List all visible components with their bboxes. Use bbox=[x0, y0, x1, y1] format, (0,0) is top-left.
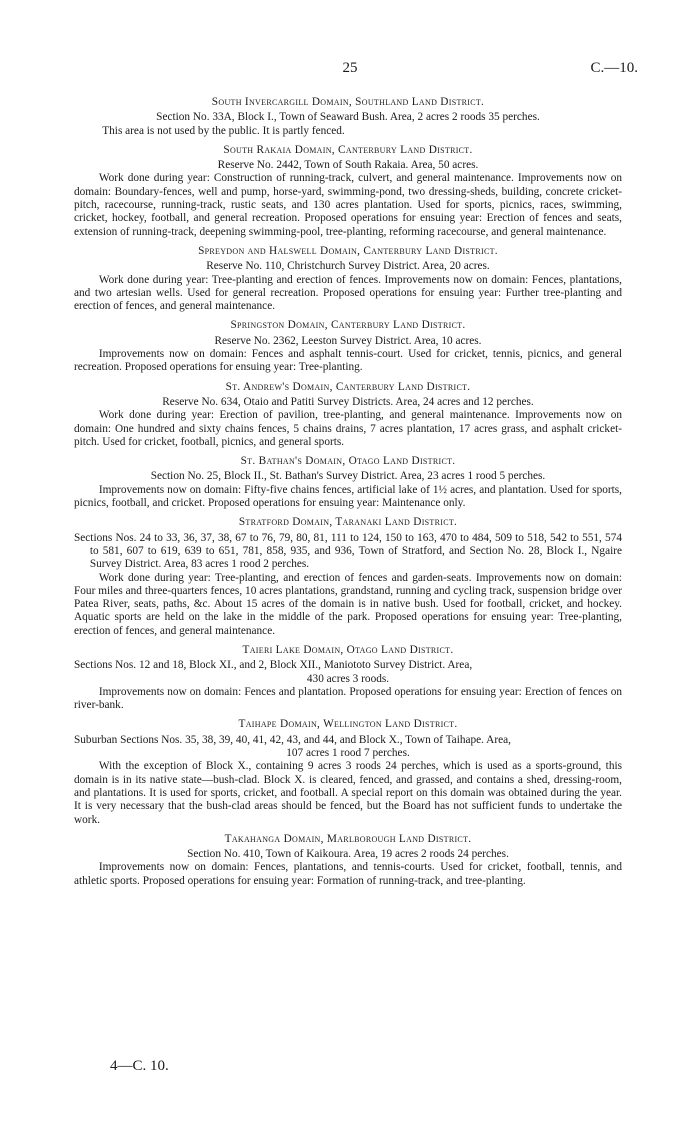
section-title: Springston Domain, Canterbury Land District. bbox=[230, 319, 466, 332]
section-paragraph: Improvements now on domain: Fences and plantation. Proposed operations for ensuing year: Erection of fences on river-bank. bbox=[74, 685, 622, 712]
page-header bbox=[0, 60, 700, 84]
section-title: St. Andrew's Domain, Canterbury Land District. bbox=[225, 380, 471, 393]
section-area-line: Section No. 25, Block II., St. Bathan's Survey District. Area, 23 acres 1 rood 5 perches. bbox=[150, 470, 546, 483]
section-area-continuation: 430 acres 3 roods. bbox=[306, 672, 390, 685]
section-area-line: Suburban Sections Nos. 35, 38, 39, 40, 41, 42, 43, and 44, and Block X., Town of Taihape. Area, bbox=[74, 733, 511, 746]
section-paragraph: This area is not used by the public. It is partly fenced. bbox=[102, 124, 345, 137]
section-area-line: Reserve No. 2442, Town of South Rakaia. Area, 50 acres. bbox=[217, 159, 479, 172]
document-reference: C.—10. bbox=[590, 60, 638, 76]
section-title: Taieri Lake Domain, Otago Land District. bbox=[242, 643, 454, 656]
section-area-line: Sections Nos. 24 to 33, 36, 37, 38, 67 to 76, 79, 80, 81, 111 to 124, 150 to 163, 470 to 484, 509 to 518, 542 to 551, 574 to 581, 607 to 619, 639 to 651, 781, 858, 935, and 936, Town of Stratford, and Section No. 28, Block I., Ngaire Survey District. Area, 83 acres 1 rood 2 perches. bbox=[74, 531, 622, 571]
section-paragraph: Work done during year: Construction of running-track, culvert, and general maintenance. Improvements now on domain: Boundary-fences, well and pump, horse-yard, swimming-pond, two dressing-sheds, building, concrete cricket-pitch, racecourse, running-track, rustic seats, and 130 acres plantation. Used for sports, picnics, races, swimming, cricket, hockey, football, and general recreation. Proposed operations for ensuing year: Erection of fences and seats, extension of running-track, deepening swimming-pool, tree-planting, reforming racecourse, and general maintenance. bbox=[74, 172, 622, 238]
section-paragraph: Improvements now on domain: Fifty-five chains fences, artificial lake of 1½ acres, and plantation. Used for sports, picnics, football, and cricket. Proposed operations for ensuing year: Maintenance only. bbox=[74, 483, 622, 510]
section-title: Taihape Domain, Wellington Land District. bbox=[238, 718, 458, 731]
section-area-line: Section No. 410, Town of Kaikoura. Area, 19 acres 2 roods 24 perches. bbox=[187, 848, 509, 861]
section-paragraph: With the exception of Block X., containing 9 acres 3 roods 24 perches, which is used as a sports-ground, this domain is in its native state—bush-clad. Block X. is cleared, fenced, and grassed, and contains a shed, dressing-room, and plantations. It is used for sports, cricket, and football. A special report on this domain was obtained during the year. It is very necessary that the bush-clad areas should be fenced, but the Board has not sufficient funds to undertake the work. bbox=[74, 760, 622, 826]
section-area-line: Reserve No. 110, Christchurch Survey District. Area, 20 acres. bbox=[206, 260, 490, 273]
signature-mark: 4—C. 10. bbox=[110, 1058, 169, 1074]
section-paragraph: Work done during year: Tree-planting and erection of fences. Improvements now on domain: Fences, plantations, and two artesian wells. Used for general recreation. Proposed operations for ensuing year: Further tree-planting and erection of fences, and general maintenance. bbox=[74, 273, 622, 313]
section-title: South Invercargill Domain, Southland Land District. bbox=[211, 96, 485, 108]
section-paragraph: Improvements now on domain: Fences, plantations, and tennis-courts. Used for cricket, football, tennis, and athletic sports. Proposed operations for ensuing year: Formation of running-track, and tree-planting. bbox=[74, 861, 622, 887]
section-title: Stratford Domain, Taranaki Land District. bbox=[238, 516, 458, 529]
document-body bbox=[74, 96, 622, 888]
section-area-line: Sections Nos. 12 and 18, Block XI., and 2, Block XII., Maniototo Survey District. Area, bbox=[74, 659, 473, 672]
section-title: St. Bathan's Domain, Otago Land District. bbox=[240, 455, 456, 468]
section-area-line: Reserve No. 634, Otaio and Patiti Survey Districts. Area, 24 acres and 12 perches. bbox=[162, 395, 534, 408]
section-paragraph: Work done during year: Erection of pavilion, tree-planting, and general maintenance. Improvements now on domain: One hundred and sixty chains fences, 5 chains drains, 7 acres plantation, 17 acres grass, and asphalt cricket-pitch. Used for cricket, football, picnics, and general sports. bbox=[74, 409, 622, 448]
section-area-continuation: 107 acres 1 rood 7 perches. bbox=[286, 747, 410, 760]
section-paragraph: Work done during year: Tree-planting, and erection of fences and garden-seats. Improvements now on domain: Four miles and three-quarters fences, 10 acres plantations, grandstand, running and cycling track, suspension bridge over Patea River, seats, paths, &c. About 15 acres of the domain is in native bush. Used for football, cricket, and hockey. Aquatic sports are held on the lake in the middle of the park. Proposed operations for ensuing year: Tree-planting, erection of fences, and general maintenance. bbox=[74, 571, 622, 637]
section-title: Spreydon and Halswell Domain, Canterbury Land District. bbox=[198, 244, 498, 257]
section-area-line: Reserve No. 2362, Leeston Survey District. Area, 10 acres. bbox=[214, 334, 482, 347]
section-title: South Rakaia Domain, Canterbury Land District. bbox=[223, 143, 473, 156]
section-title: Takahanga Domain, Marlborough Land District. bbox=[224, 832, 472, 845]
section-paragraph: Improvements now on domain: Fences and asphalt tennis-court. Used for cricket, tennis, picnics, and general recreation. Proposed operations for ensuing year: Tree-planting. bbox=[74, 348, 622, 374]
page-number: 25 bbox=[342, 60, 358, 76]
section-area-line: Section No. 33A, Block I., Town of Seaward Bush. Area, 2 acres 2 roods 35 perches. bbox=[156, 111, 540, 124]
